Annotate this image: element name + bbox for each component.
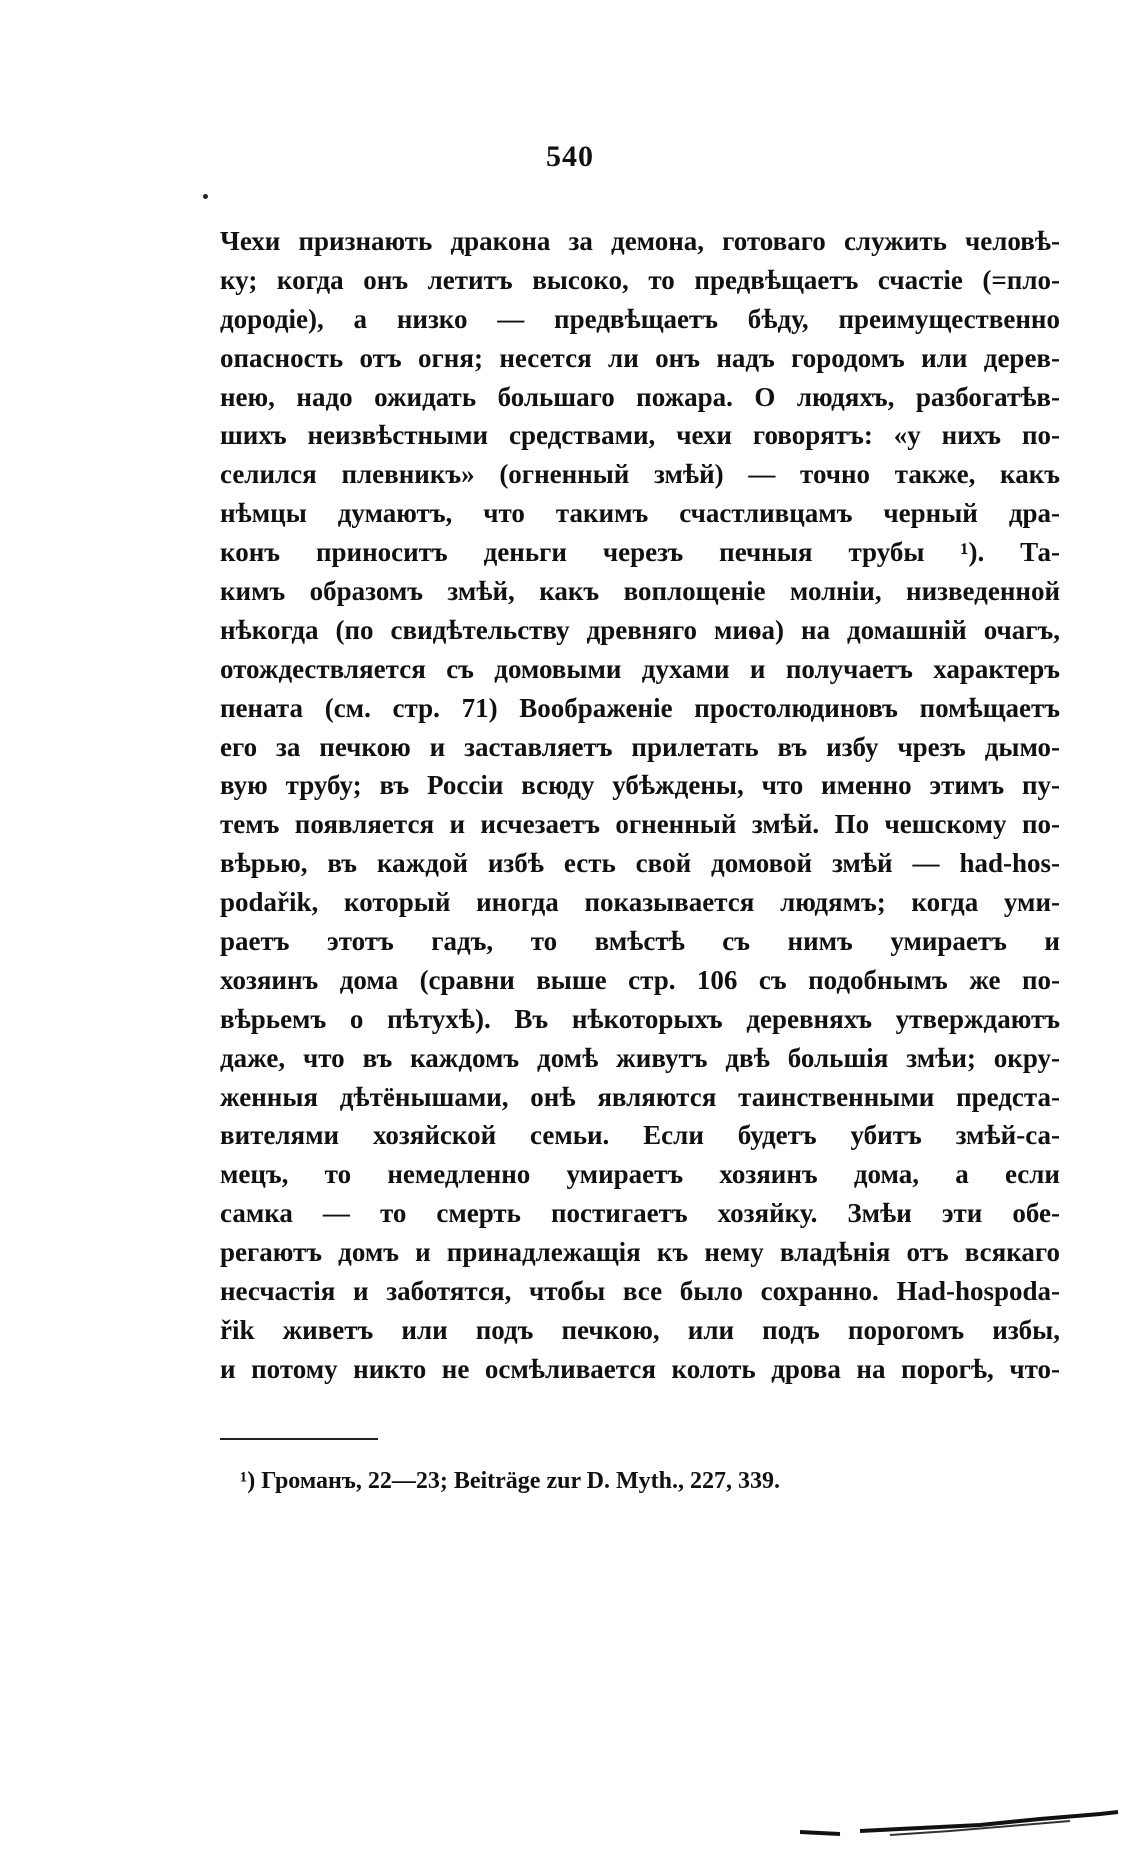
text-line: селился плевникъ» (огненный змѣй) — точно также, какъ — [220, 459, 1060, 490]
scan-edge-artifact — [800, 1810, 1120, 1840]
text-line: мецъ, то немедленно умираетъ хозяинъ дома, а если — [220, 1159, 1060, 1190]
page-number: 540 — [546, 140, 594, 173]
text-line: самка — то смерть постигаетъ хозяйку. Змѣи эти обе- — [220, 1198, 1060, 1229]
text-line: и потому никто не осмѣливается колоть дрова на порогѣ, что- — [220, 1353, 1060, 1384]
text-line: его за печкою и заставляетъ прилетать въ избу чрезъ дымо- — [220, 731, 1060, 762]
body-text — [220, 222, 1060, 1389]
text-line: женныя дѣтёнышами, онѣ являются таинственными предста- — [220, 1081, 1060, 1112]
text-line: темъ появляется и исчезаетъ огненный змѣй. По чешскому по- — [220, 809, 1060, 840]
footnote: ¹) Громанъ, 22—23; Beiträge zur D. Myth., 227, 339. — [240, 1468, 780, 1494]
text-line: ку; когда онъ летитъ высоко, то предвѣщаетъ счастіе (=пло- — [220, 264, 1060, 295]
text-line: раетъ этотъ гадъ, то вмѣстѣ съ нимъ умираетъ и — [220, 926, 1060, 957]
text-line: нѣкогда (по свидѣтельству древняго миѳа) на домашній очагъ, — [220, 614, 1060, 645]
text-line: podařik, который иногда показывается людямъ; когда уми- — [220, 887, 1060, 918]
text-line: вую трубу; въ Россіи всюду убѣждены, что именно этимъ пу- — [220, 770, 1060, 801]
text-line: кимъ образомъ змѣй, какъ воплощеніе молніи, низведенной — [220, 576, 1060, 607]
text-line: нею, надо ожидать большаго пожара. О людяхъ, разбогатѣв- — [220, 381, 1060, 412]
text-line: řik живетъ или подъ печкою, или подъ порогомъ избы, — [220, 1314, 1060, 1345]
text-line: регаютъ домъ и принадлежащія къ нему владѣнія отъ всякаго — [220, 1237, 1060, 1268]
text-line: вителями хозяйской семьи. Если будетъ убитъ змѣй-са- — [220, 1120, 1060, 1151]
text-line: Чехи признають дракона за демона, готоваго служить человѣ- — [220, 226, 1060, 256]
ink-speck — [203, 194, 208, 199]
footnote-divider — [220, 1438, 378, 1440]
text-line: отождествляется съ домовыми духами и получаетъ характеръ — [220, 653, 1060, 684]
text-line: вѣрьемъ о пѣтухѣ). Въ нѣкоторыхъ деревняхъ утверждаютъ — [220, 1003, 1060, 1034]
text-line: опасность отъ огня; несется ли онъ надъ городомъ или дерев- — [220, 342, 1060, 373]
text-line: даже, что въ каждомъ домѣ живутъ двѣ большія змѣи; окру- — [220, 1042, 1060, 1073]
text-line: пената (см. стр. 71) Воображеніе простолюдиновъ помѣщаетъ — [220, 692, 1060, 723]
text-line: несчастія и заботятся, чтобы все было сохранно. Had-hospoda- — [220, 1276, 1060, 1307]
text-line: конъ приноситъ деньги черезъ печныя трубы ¹). Та- — [220, 537, 1060, 568]
text-line: нѣмцы думаютъ, что такимъ счастливцамъ черный дра- — [220, 498, 1060, 529]
text-line: шихъ неизвѣстными средствами, чехи говорятъ: «у нихъ по- — [220, 420, 1060, 451]
text-line: вѣрью, въ каждой избѣ есть свой домовой змѣй — had-hos- — [220, 848, 1060, 879]
text-line: хозяинъ дома (сравни выше стр. 106 съ подобнымъ же по- — [220, 964, 1060, 995]
text-line: дородіе), а низко — предвѣщаетъ бѣду, преимущественно — [220, 303, 1060, 334]
